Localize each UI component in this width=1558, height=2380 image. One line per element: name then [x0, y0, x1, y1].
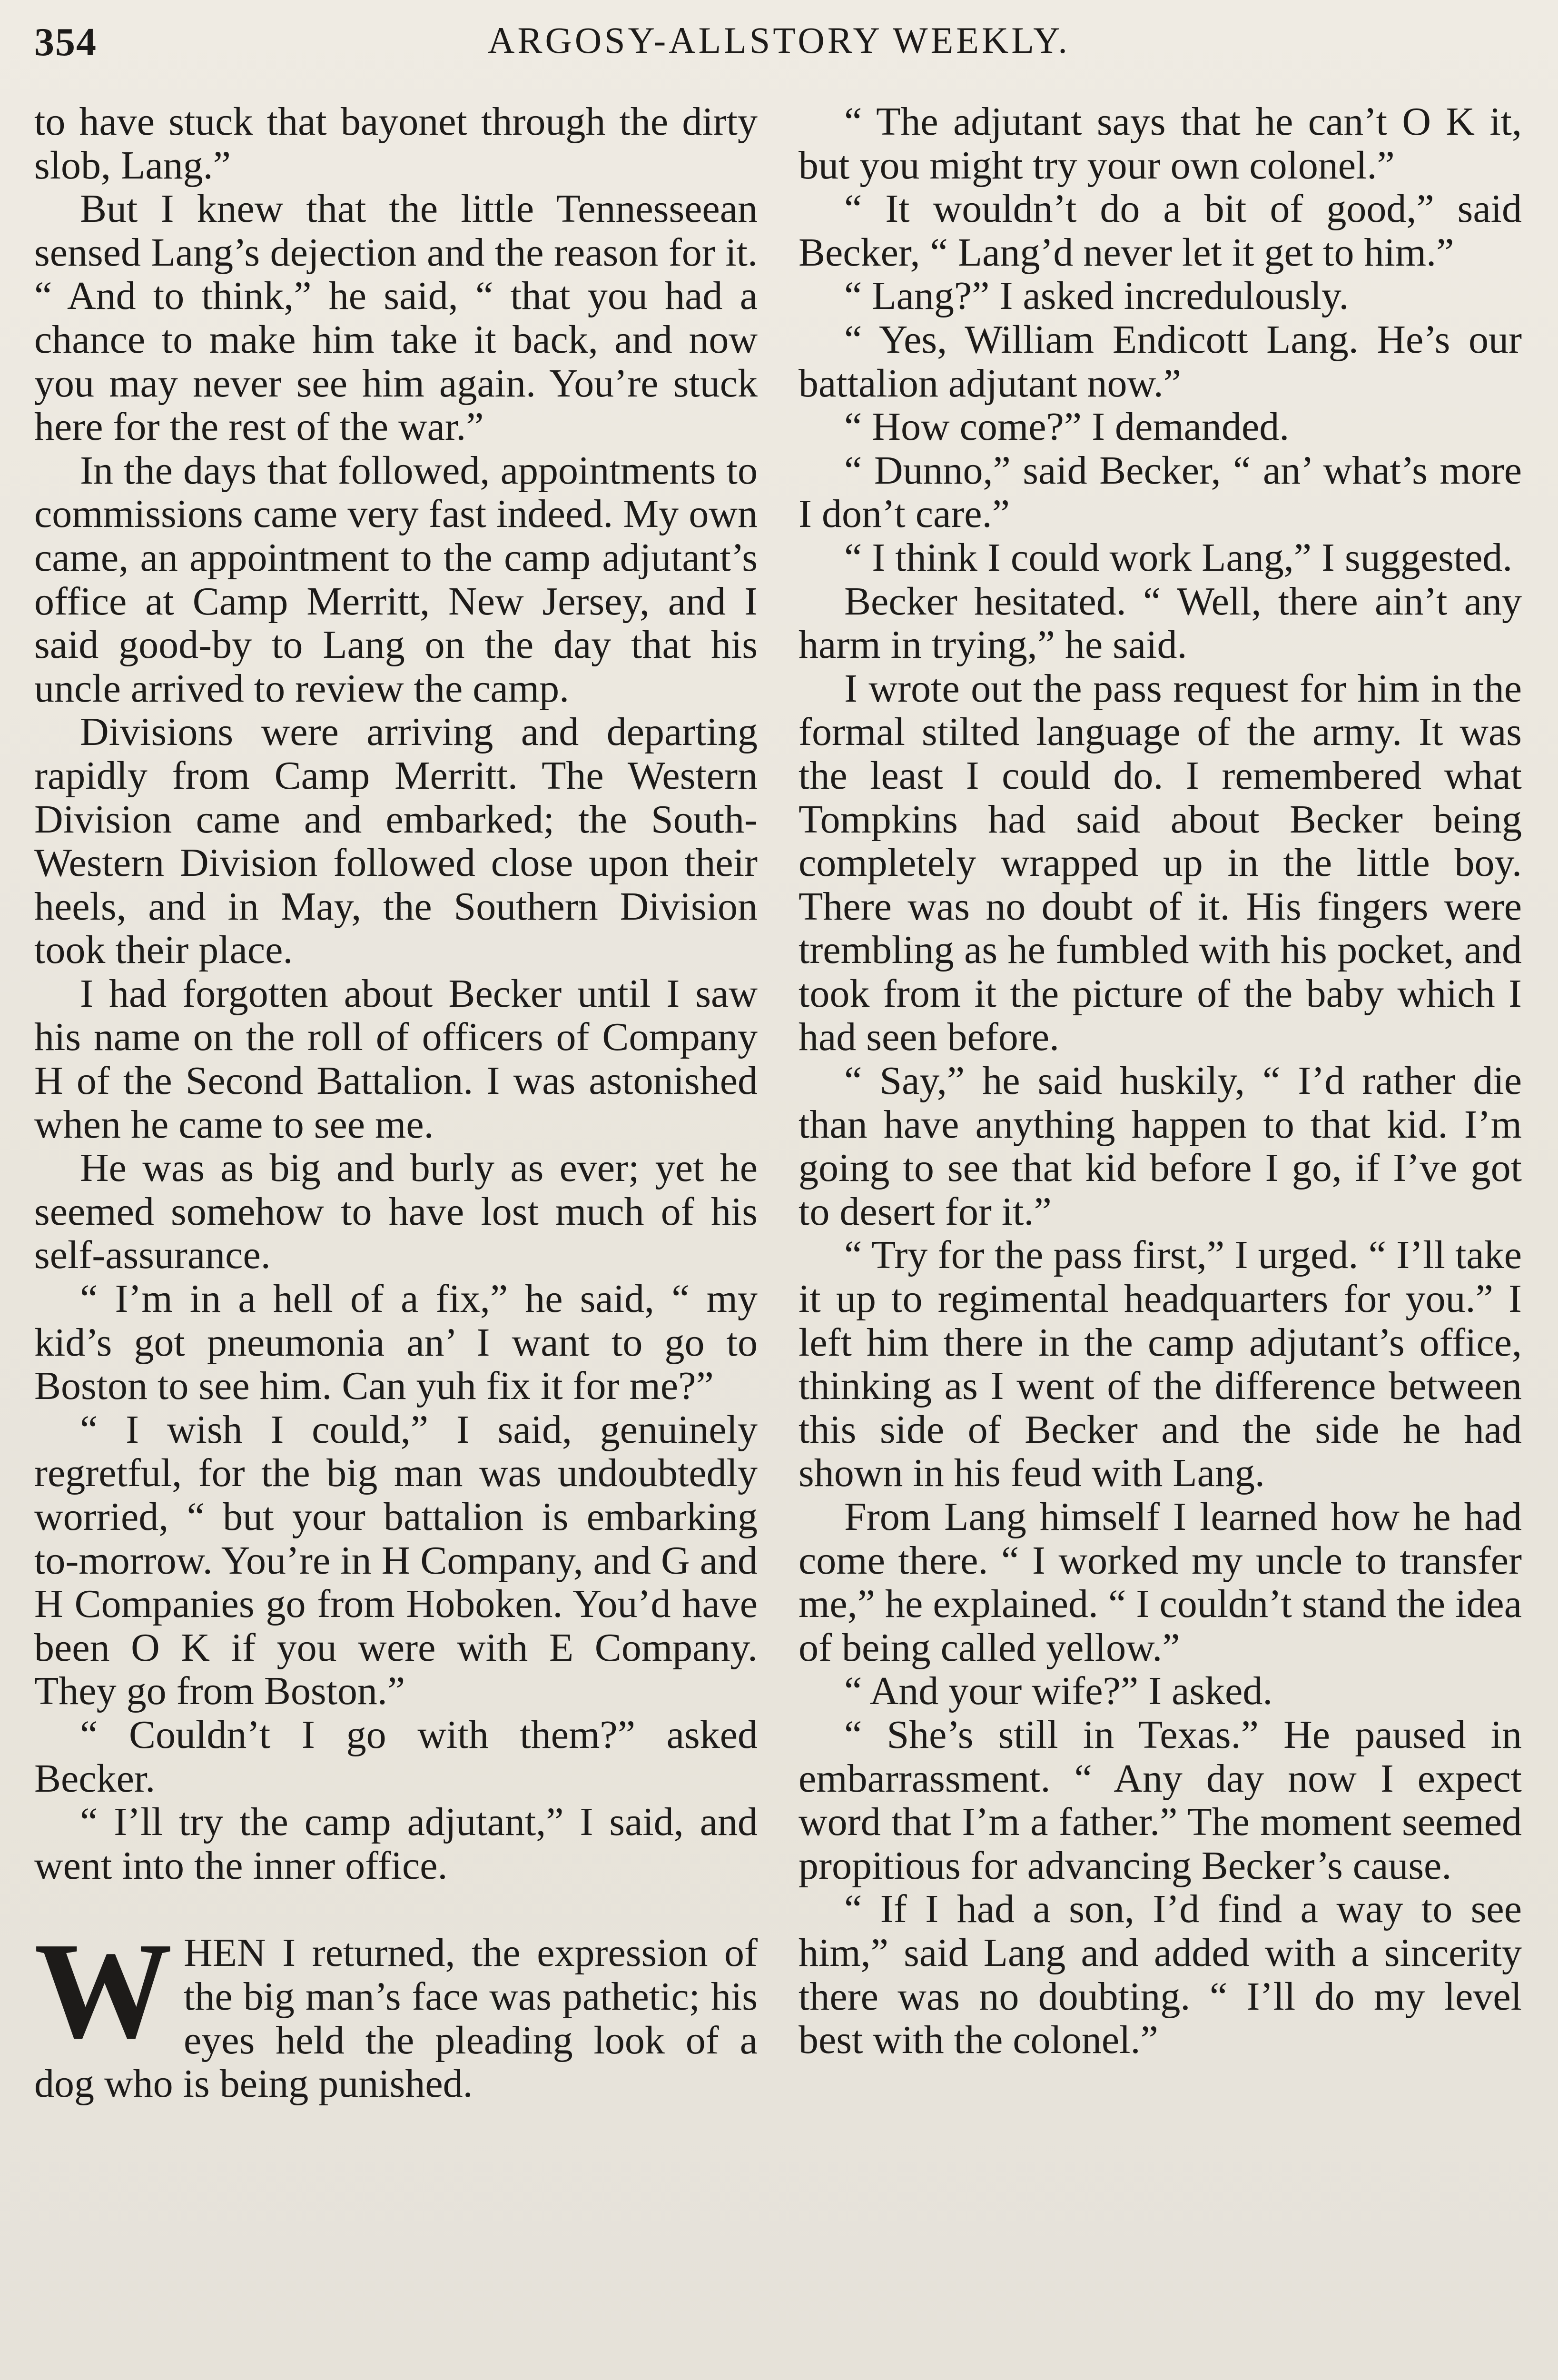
paragraph: “ How come?” I demanded. — [844, 405, 1290, 449]
paragraph: “ Couldn’t I go with them?” asked Becker. — [34, 1712, 758, 1801]
paragraph: “ Lang?” I asked incredulously. — [844, 274, 1349, 318]
paragraph: “ Try for the pass first,” I urged. “ I’ll take it up to regimental headquarters for you.” I left him there in the camp adjutant’s office, thinking as I went of the difference between this side of Becker and the side he had shown in his feud with Lang. — [799, 1233, 1522, 1496]
paragraph: “ Say,” he said huskily, “ I’d rather die than have anything happen to that kid. I’m going to see that kid before I go, if I’ve got to desert for it.” — [799, 1059, 1522, 1234]
paragraph: to have stuck that bayonet through the dirty slob, Lang.” — [34, 99, 758, 188]
paragraph: “ And your wife?” I asked. — [844, 1669, 1273, 1714]
paragraph: “ It wouldn’t do a bit of good,” said Becker, “ Lang’d never let it get to him.” — [799, 187, 1522, 275]
paragraph: “ Yes, William Endicott Lang. He’s our battalion adjutant now.” — [799, 317, 1522, 406]
paragraph: “ If I had a son, I’d find a way to see him,” said Lang and added with a sincerity there was no doubting. “ I’ll do my level best with the colonel.” — [799, 1887, 1522, 2063]
paragraph: He was as big and burly as ever; yet he seemed somehow to have lost much of his self-assurance. — [34, 1146, 758, 1278]
paragraph: Divisions were arriving and departing rapidly from Camp Merritt. The Western Division came and embarked; the South-Western Division followed close upon their heels, and in May, the Southern Division took their place. — [34, 710, 758, 972]
paragraph: From Lang himself I learned how he had come there. “ I worked my uncle to transfer me,” he explained. “ I couldn’t stand the idea of being called yellow.” — [799, 1495, 1522, 1670]
paragraph: “ I’ll try the camp adjutant,” I said, and went into the inner office. — [34, 1800, 758, 1888]
paragraph: In the days that followed, appointments to commissions came very fast indeed. My own came, an appointment to the camp adjutant’s office at Camp Merritt, New Jersey, and I said good-by to Lang on the day that his uncle arrived to review the camp. — [34, 448, 758, 711]
left-column — [34, 100, 758, 2106]
paragraph: “ The adjutant says that he can’t O K it, but you might try your own colonel.” — [799, 99, 1522, 188]
paragraph: “ I’m in a hell of a fix,” he said, “ my kid’s got pneumonia an’ I want to go to Boston to see him. Can yuh fix it for me?” — [34, 1277, 758, 1408]
paragraph: I had forgotten about Becker until I saw his name on the roll of officers of Company H of the Second Battalion. I was astonished when he came to see me. — [34, 971, 758, 1147]
paragraph: “ I think I could work Lang,” I suggested. — [844, 535, 1513, 580]
drop-cap-paragraph — [34, 1914, 758, 2106]
paragraph: I wrote out the pass request for him in the formal stilted language of the army. It was the least I could do. I remembered what Tompkins had said about Becker being completely wrapped up in the little boy. There was no doubt of it. His fingers were trembling as he fumbled with his pocket, and took from it the picture of the baby which I had seen before. — [799, 666, 1522, 1060]
drop-cap-paragraph-text: HEN I returned, the expression of the big man’s face was pathetic; his eyes held the pleading look of a dog who is being punished. — [34, 1931, 758, 2106]
paragraph: “ She’s still in Texas.” He paused in embarrassment. “ Any day now I expect word that I’m a father.” The moment seemed propitious for advancing Becker’s cause. — [799, 1712, 1522, 1888]
paragraph: “ Dunno,” said Becker, “ an’ what’s more I don’t care.” — [799, 448, 1522, 536]
page-number: 354 — [34, 20, 97, 64]
drop-cap: W — [34, 1914, 172, 2067]
right-column — [799, 100, 1522, 2062]
page-header — [34, 19, 1524, 76]
paragraph: Becker hesitated. “ Well, there ain’t any harm in trying,” he said. — [799, 579, 1522, 667]
paragraph: “ I wish I could,” I said, genuinely regretful, for the big man was undoubtedly worried, “ but your battalion is embarking to-morrow. You’re in H Company, and G and H Companies go from Hoboken. You’d have been O K if you were with E Company. They go from Boston.” — [34, 1407, 758, 1714]
running-head: ARGOSY-ALLSTORY WEEKLY. — [488, 20, 1070, 61]
paragraph: But I knew that the little Tennesseean sensed Lang’s dejection and the reason for it. “ And to think,” he said, “ that you had a chance to make him take it back, and now you may never see him again. You’re stuck here for the rest of the war.” — [34, 187, 758, 449]
